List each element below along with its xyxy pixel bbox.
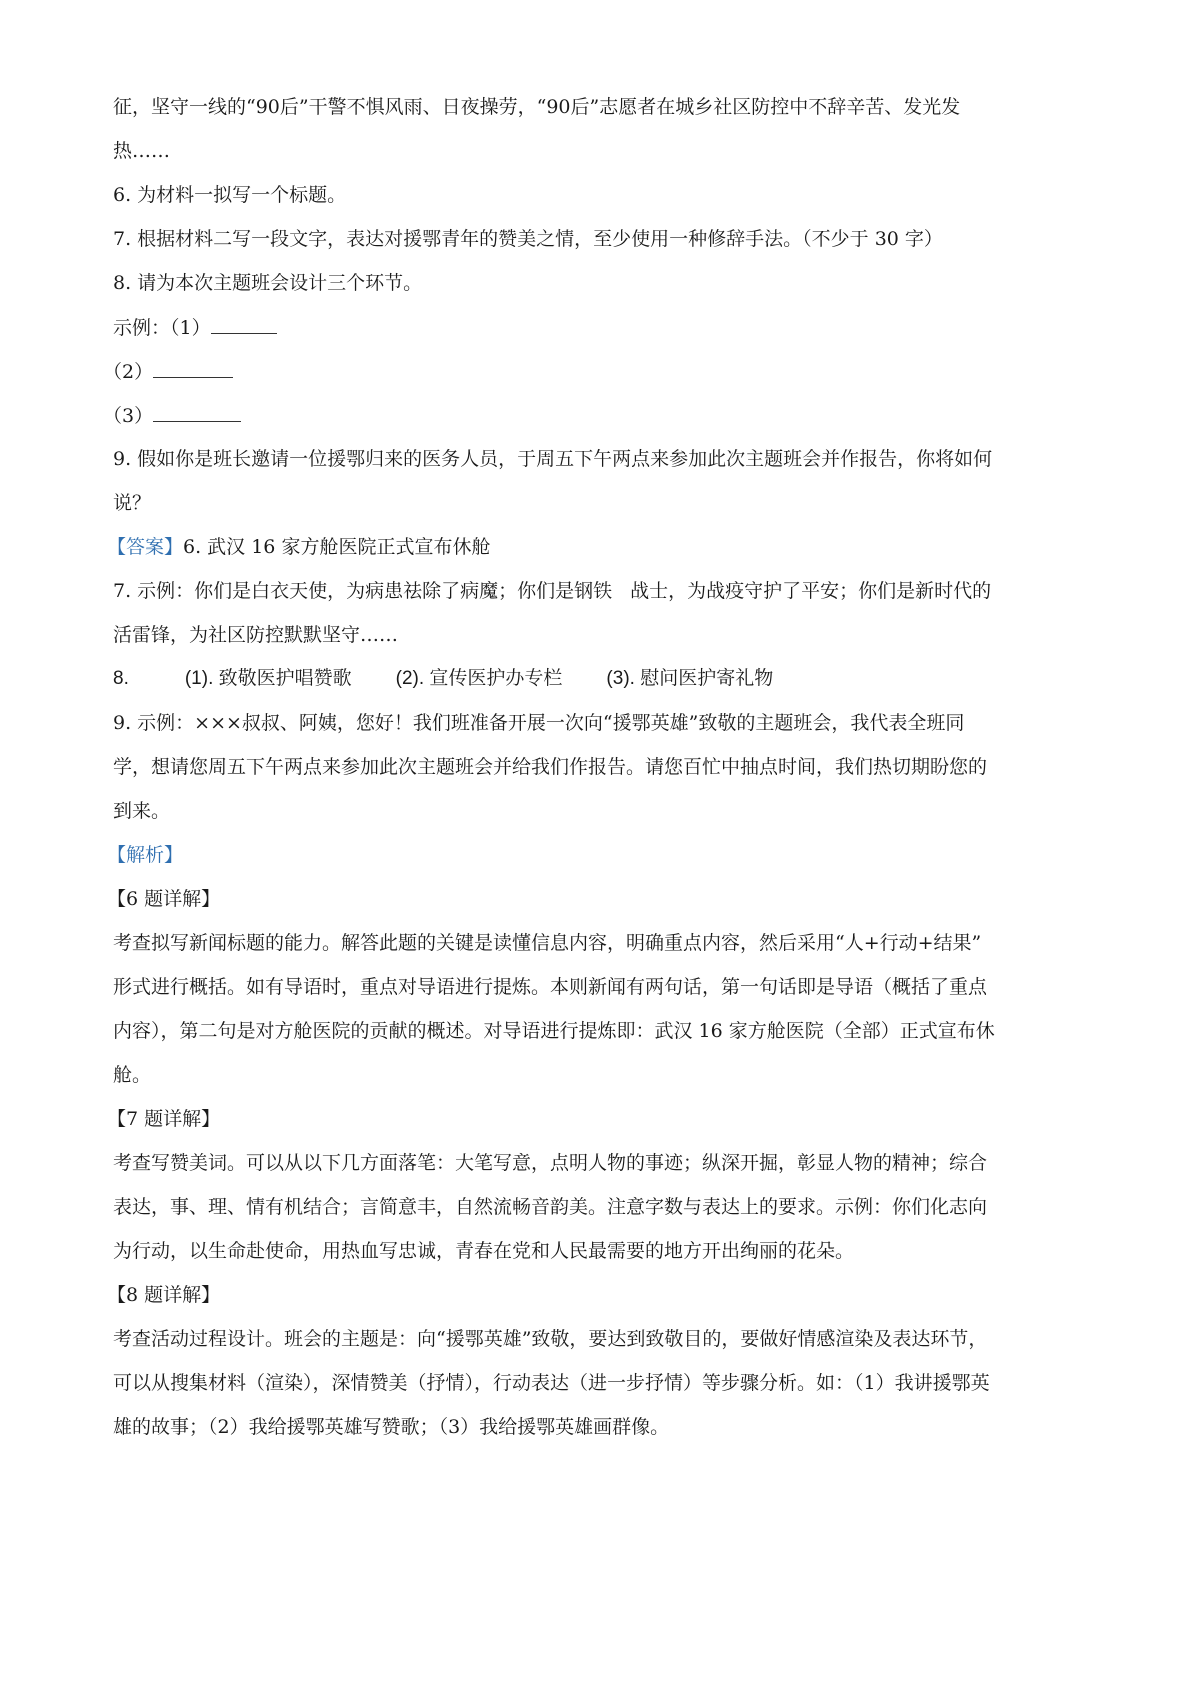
blank-label: （3） [103, 405, 154, 427]
answer-blank [153, 401, 241, 422]
answer-8-item: (2). 宣传医护办专栏 [395, 668, 563, 689]
answer-9-cont: 学，想请您周五下午两点来参加此次主题班会并给我们作报告。请您百忙中抽点时间，我们热切期盼您的 [113, 756, 988, 778]
answer-6: 6. 武汉 16 家方舱医院正式宣布休舱 [183, 536, 491, 558]
detail-8-text: 雄的故事；（2）我给援鄂英雄写赞歌；（3）我给援鄂英雄画群像。 [113, 1416, 670, 1438]
detail-8-text: 考查活动过程设计。班会的主题是：向“援鄂英雄”致敬，要达到致敬目的，要做好情感渲染及表达环节， [113, 1328, 988, 1350]
answer-7-row [113, 577, 991, 605]
passage-line: 热…… [113, 140, 171, 162]
answer-blank [211, 313, 277, 334]
question-8: 8. 请为本次主题班会设计三个环节。 [113, 272, 423, 294]
example-row-3 [103, 401, 241, 430]
answer-8-item: (3). 慰问医护寄礼物 [606, 668, 774, 689]
detail-7-text: 表达，事、理、情有机结合；言简意丰，自然流畅音韵美。注意字数与表达上的要求。示例：你们化志向 [113, 1196, 988, 1218]
example-label: 示例：（1） [113, 317, 211, 339]
answer-9: 9. 示例：×××叔叔、阿姨，您好！我们班准备开展一次向“援鄂英雄”致敬的主题班会，我代表全班同 [113, 712, 965, 734]
passage-line: 征，坚守一线的“90后”干警不惧风雨、日夜操劳，“90后”志愿者在城乡社区防控中不辞辛苦、发光发 [113, 96, 961, 118]
answer-8-row [113, 665, 773, 693]
answer-7-part: 战士，为战疫守护了平安；你们是新时代的 [630, 580, 992, 602]
answer-tag: 【答案】 [107, 536, 184, 558]
detail-7-text: 考查写赞美词。可以从以下几方面落笔：大笔写意，点明人物的事迹；纵深开掘，彰显人物的精神；综合 [113, 1152, 988, 1174]
question-6: 6. 为材料一拟写一个标题。 [113, 184, 347, 206]
question-7: 7. 根据材料二写一段文字，表达对援鄂青年的赞美之情，至少使用一种修辞手法。（不少于 30 字） [113, 228, 943, 250]
detail-8-text: 可以从搜集材料（渲染），深情赞美（抒情），行动表达（进一步抒情）等步骤分析。如：（1）我讲援鄂英 [113, 1372, 990, 1394]
question-9: 9. 假如你是班长邀请一位援鄂归来的医务人员，于周五下午两点来参加此次主题班会并作报告，你将如何 [113, 448, 993, 470]
answer-9-cont: 到来。 [113, 800, 171, 822]
blank-label: （2） [103, 361, 154, 383]
analysis-tag: 【解析】 [107, 844, 184, 866]
example-row-2 [103, 357, 233, 386]
detail-6-text: 内容），第二句是对方舱医院的贡献的概述。对导语进行提炼即：武汉 16 家方舱医院（全部）正式宣布休 [113, 1020, 995, 1042]
detail-6-text: 舱。 [113, 1064, 152, 1086]
question-9-cont: 说？ [113, 492, 152, 514]
detail-6-text: 考查拟写新闻标题的能力。解答此题的关键是读懂信息内容，明确重点内容，然后采用“人+行动+结果” [113, 932, 982, 954]
answer-6-row [107, 533, 490, 561]
detail-7-text: 为行动，以生命赴使命，用热血写忠诚，青春在党和人民最需要的地方开出绚丽的花朵。 [113, 1240, 855, 1262]
answer-7-cont: 活雷锋，为社区防控默默坚守…… [113, 624, 399, 646]
answer-7-part: 7. 示例：你们是白衣天使，为病患祛除了病魔；你们是钢铁 [113, 580, 613, 602]
detail-8-heading: 【8 题详解】 [107, 1284, 221, 1306]
answer-8-item: (1). 致敬医护唱赞歌 [184, 668, 352, 689]
detail-7-heading: 【7 题详解】 [107, 1108, 221, 1130]
answer-8-number: 8. [113, 668, 129, 689]
answer-blank [153, 357, 233, 378]
detail-6-text: 形式进行概括。如有导语时，重点对导语进行提炼。本则新闻有两句话，第一句话即是导语（概括了重点 [113, 976, 988, 998]
detail-6-heading: 【6 题详解】 [107, 888, 221, 910]
example-row-1 [113, 313, 277, 342]
